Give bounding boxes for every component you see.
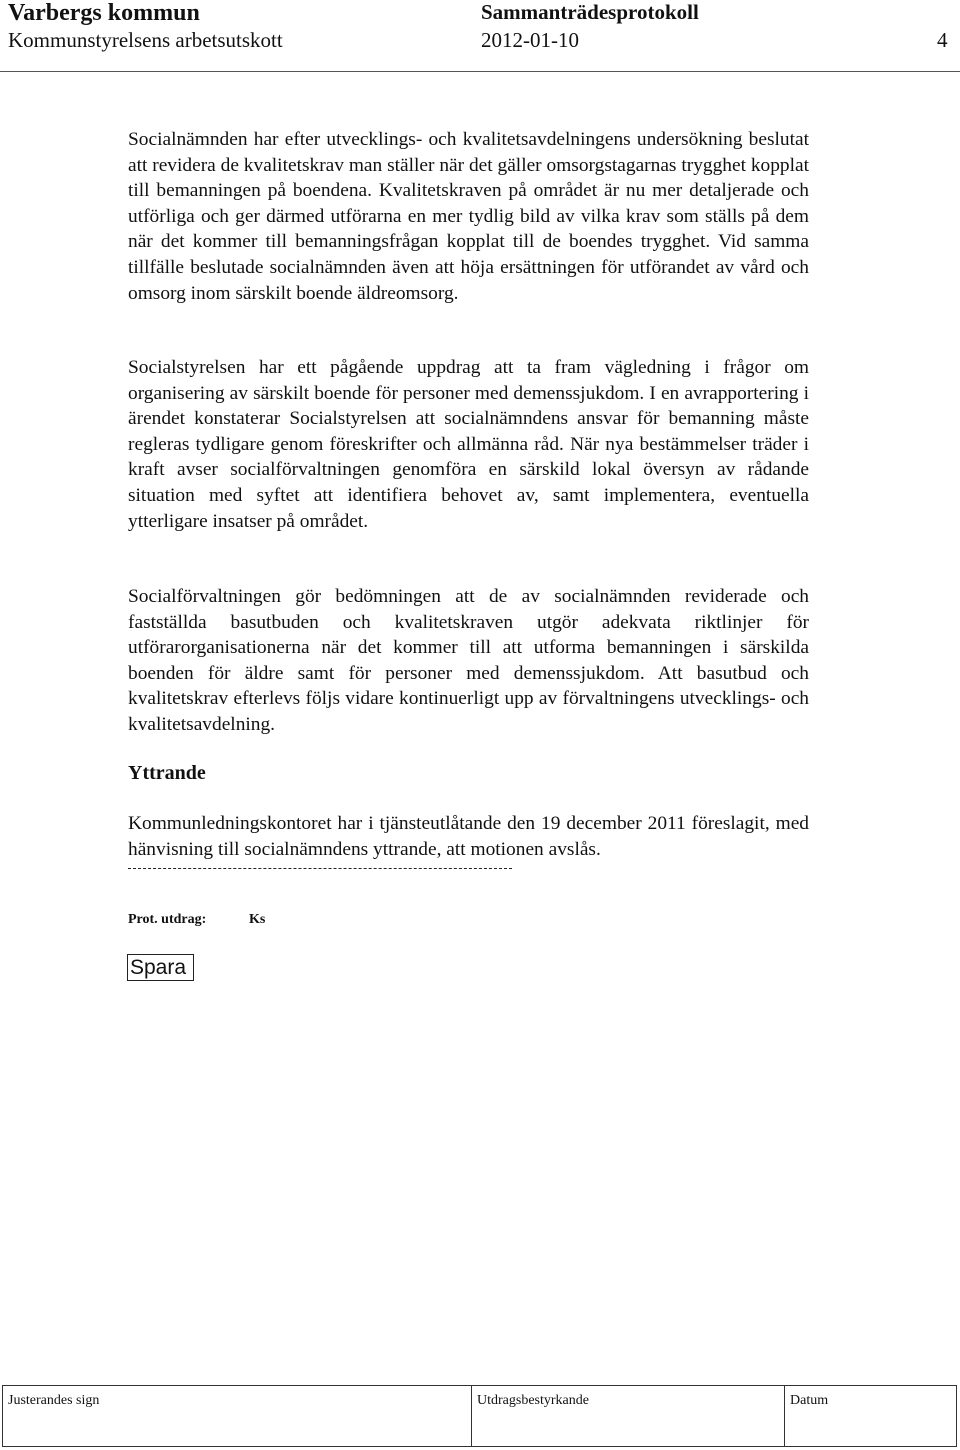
body-paragraph-2	[128, 355, 809, 534]
protocol-extract-label: Prot. utdrag:	[128, 912, 207, 927]
meeting-date: 2012-01-10	[481, 28, 579, 52]
paragraph-text: Socialnämnden har efter utvecklings- och kvalitetsavdelningens undersökning beslutat att revidera de kvalitetskrav man ställer när det gäller omsorgstagarnas trygghet kopplat till bemanningen på boendena. Kvalitetskraven på området är nu mer detaljerade och utförliga och ger därmed utförarna en mer tydlig bild av vilka krav som ställs på dem när det kommer till bemanningsfrågan kopplat till de boendes trygghet. Vid samma tillfälle beslutade socialnämnden även att höja ersättningen för utförandet av vård och omsorg inom särskilt boende äldreomsorg.	[128, 129, 809, 304]
extract-certification-label: Utdragsbestyrkande	[477, 1393, 589, 1408]
document-type: Sammanträdesprotokoll	[481, 0, 699, 24]
organization-name: Varbergs kommun	[8, 0, 200, 26]
extract-certification-cell[interactable]	[472, 1386, 785, 1446]
body-paragraph-1	[128, 127, 809, 306]
committee-name: Kommunstyrelsens arbetsutskott	[8, 28, 283, 52]
page-number: 4	[937, 28, 948, 52]
paragraph-text: Socialförvaltningen gör bedömningen att de av socialnämnden reviderade och fastställda basutbuden och kvalitetskraven utgör adekvata riktlinjer för utförarorganisationerna när det kommer till att utforma bemanningen i särskilda boenden för äldre samt för personer med demenssjukdom. Att basutbud och kvalitetskrav efterlevs följs vidare kontinuerligt upp av förvaltningens utvecklings- och kvalitetsavdelning.	[128, 586, 809, 735]
paragraph-text: Kommunledningskontoret har i tjänsteutlåtande den 19 december 2011 föreslagit, med hänvisning till socialnämndens yttrande, att motionen avslås.	[128, 813, 809, 860]
section-heading: Yttrande	[128, 762, 206, 784]
paragraph-text: Socialstyrelsen har ett pågående uppdrag att ta fram vägledning i frågor om organisering av särskilt boende för personer med demenssjukdom. I en avrapportering i ärendet konstaterar Socialstyrelsen att socialnämndens ansvar för bemanning måste regleras tydligare genom föreskrifter och allmänna råd. När nya bestämmelser träder i kraft avser socialförvaltningen genomföra en särskild lokal översyn av rådande situation med syftet att identifiera behovet av, samt implementera, eventuella ytterligare insatser på området.	[128, 357, 809, 532]
statement-paragraph	[128, 811, 809, 862]
adjuster-sign-cell[interactable]	[3, 1386, 472, 1446]
header-divider	[0, 71, 960, 72]
save-button[interactable]: Spara	[127, 954, 194, 981]
protocol-extract-value: Ks	[249, 912, 266, 927]
date-label: Datum	[790, 1393, 829, 1408]
body-paragraph-3	[128, 584, 809, 738]
adjuster-sign-label: Justerandes sign	[8, 1393, 100, 1408]
signature-footer	[2, 1385, 957, 1447]
dashed-separator	[128, 868, 512, 869]
date-cell[interactable]	[785, 1386, 956, 1446]
